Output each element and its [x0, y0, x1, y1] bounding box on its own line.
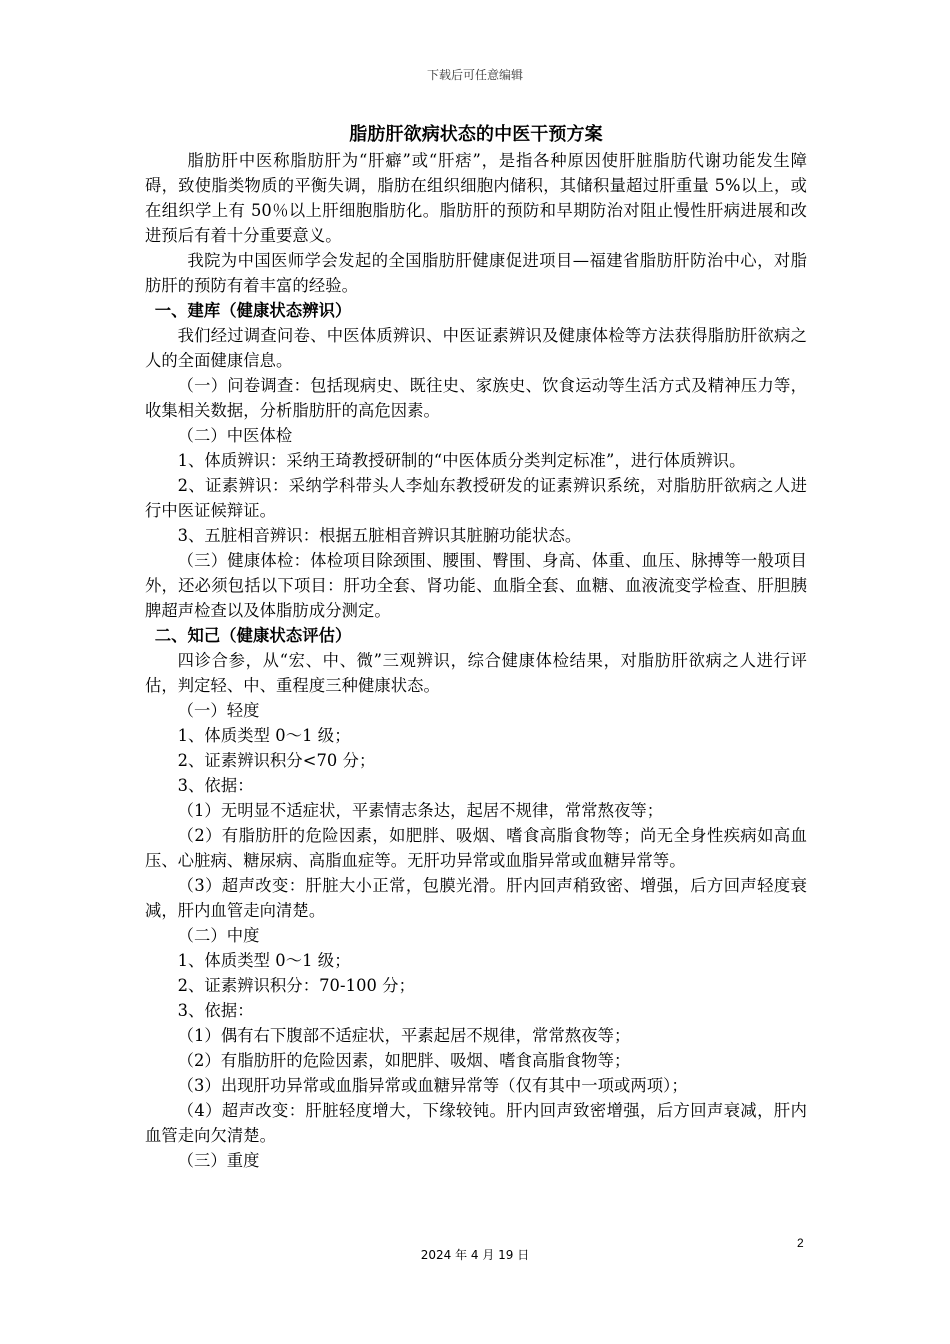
paragraph: （3）出现肝功异常或血脂异常或血糖异常等（仅有其中一项或两项）； [177, 1076, 688, 1095]
paragraph: （二）中度 [177, 926, 260, 945]
paragraph: （三）重度 [177, 1151, 260, 1170]
page-number: 2 [797, 1236, 804, 1250]
paragraph: 1、体质类型 0～1 级； [177, 951, 351, 970]
paragraph: （1）偶有右下腹部不适症状，平素起居不规律，常常熬夜等； [177, 1026, 631, 1045]
header-note: 下载后可任意编辑 [426, 68, 523, 82]
paragraph: （3）超声改变：肝脏大小正常，包膜光滑。肝内回声稍致密、增强，后方回声轻度衰减，肝内血管走向清楚。 [145, 876, 807, 920]
paragraph: 脂肪肝中医称脂肪肝为“肝癖”或“肝痞”，是指各种原因使肝脏脂肪代谢功能发生障碍，致使脂类物质的平衡失调，脂肪在组织细胞内储积，其储积量超过肝重量 5%以上，或在组织学上有 50％以上肝细胞脂肪化。脂肪肝的预防和早期防治对阻止慢性肝病进展和改进预后有着十分重要意义。 [145, 151, 807, 245]
paragraph: 2、证素辨识：采纳学科带头人李灿东教授研发的证素辨识系统，对脂肪肝欲病之人进行中医证候辩证。 [145, 476, 807, 520]
paragraph: （一）问卷调查：包括现病史、既往史、家族史、饮食运动等生活方式及精神压力等，收集相关数据，分析脂肪肝的高危因素。 [145, 376, 807, 420]
paragraph: 1、体质类型 0～1 级； [177, 726, 351, 745]
paragraph: （二）中医体检 [177, 426, 293, 445]
paragraph: （1）无明显不适症状，平素情志条达，起居不规律，常常熬夜等； [177, 801, 664, 820]
document-body [145, 122, 807, 1173]
section-heading: 一、建库（健康状态辨识） [154, 301, 352, 320]
paragraph: 3、依据： [177, 1001, 254, 1020]
paragraph: 2、证素辨识积分：70-100 分； [177, 976, 416, 995]
document-title: 脂肪肝欲病状态的中医干预方案 [349, 124, 603, 145]
paragraph: 我们经过调查问卷、中医体质辨识、中医证素辨识及健康体检等方法获得脂肪肝欲病之人的全面健康信息。 [145, 326, 807, 370]
section-heading: 二、知己（健康状态评估） [154, 626, 352, 645]
footer-date: 2024 年 4 月 19 日 [420, 1248, 530, 1262]
paragraph: （一）轻度 [177, 701, 260, 720]
paragraph: （2）有脂肪肝的危险因素，如肥胖、吸烟、嗜食高脂食物等； [177, 1051, 631, 1070]
paragraph: 我院为中国医师学会发起的全国脂肪肝健康促进项目—福建省脂肪肝防治中心，对脂肪肝的预防有着丰富的经验。 [145, 251, 807, 295]
paragraph: 1、体质辨识：采纳王琦教授研制的“中医体质分类判定标准”，进行体质辨识。 [177, 451, 746, 470]
paragraph: （三）健康体检：体检项目除颈围、腰围、臀围、身高、体重、血压、脉搏等一般项目外，还必须包括以下项目：肝功全套、肾功能、血脂全套、血糖、血液流变学检查、肝胆胰脾超声检查以及体脂肪成分测定。 [145, 551, 807, 620]
paragraph: 四诊合参，从“宏、中、微”三观辨识，综合健康体检结果，对脂肪肝欲病之人进行评估，判定轻、中、重程度三种健康状态。 [145, 651, 807, 695]
paragraph: （2）有脂肪肝的危险因素，如肥胖、吸烟、嗜食高脂食物等；尚无全身性疾病如高血压、心脏病、糖尿病、高脂血症等。无肝功异常或血脂异常或血糖异常等。 [145, 826, 807, 870]
paragraph: 2、证素辨识积分<70 分； [177, 751, 376, 770]
paragraph: 3、依据： [177, 776, 254, 795]
paragraph: 3、五脏相音辨识：根据五脏相音辨识其脏腑功能状态。 [177, 526, 582, 545]
paragraph: （4）超声改变：肝脏轻度增大，下缘较钝。肝内回声致密增强，后方回声衰减，肝内血管走向欠清楚。 [145, 1101, 807, 1145]
